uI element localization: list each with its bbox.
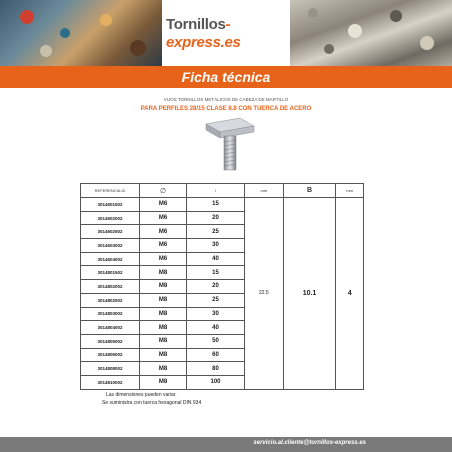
- reference-cell: 3014804002: [81, 321, 140, 335]
- header-banner: [0, 0, 452, 66]
- length-cell: 25: [187, 225, 245, 239]
- length-cell: 30: [187, 239, 245, 253]
- logo-text-domain: -express.es: [166, 16, 241, 51]
- diameter-cell: M8: [140, 334, 187, 348]
- diameter-cell: M8: [140, 266, 187, 280]
- diameter-cell: M8: [140, 348, 187, 362]
- note-nut: Se suministra con tuerca hexagonal DIN 934: [102, 400, 202, 406]
- contact-email-link[interactable]: servicio.al.cliente@tornillos-express.es: [253, 440, 366, 446]
- length-cell: 20: [187, 280, 245, 294]
- product-description: VIJOS TORNILLOS METÁLICOS DE CABEZA DE MARTILLO: [163, 97, 289, 102]
- note-dimensions: Las dimensiones pueden variar.: [106, 392, 177, 398]
- hammer-head-bolt-image: [200, 116, 260, 174]
- col-header-b: B: [283, 184, 336, 198]
- col-header-k: mm: [245, 184, 284, 198]
- brand-logo: [166, 16, 290, 51]
- diameter-cell: M8: [140, 293, 187, 307]
- col-header-ref: REFERENCIA ID: [81, 184, 140, 198]
- col-header-c: mm: [336, 184, 364, 198]
- reference-cell: 3014805002: [81, 334, 140, 348]
- diameter-cell: M6: [140, 211, 187, 225]
- diameter-cell: M8: [140, 362, 187, 376]
- length-cell: 50: [187, 334, 245, 348]
- page-title: Ficha técnica: [181, 69, 271, 85]
- diameter-cell: M6: [140, 225, 187, 239]
- col-header-length: l: [187, 184, 245, 198]
- reference-cell: 3014602502: [81, 225, 140, 239]
- length-cell: 30: [187, 307, 245, 321]
- table-body: [81, 198, 364, 390]
- title-band: [0, 66, 452, 88]
- k-cell: 22.5: [245, 198, 284, 390]
- reference-cell: 3014808002: [81, 362, 140, 376]
- reference-cell: 3014603002: [81, 239, 140, 253]
- length-cell: 15: [187, 266, 245, 280]
- col-header-diameter: ∅: [140, 184, 187, 198]
- diameter-cell: M6: [140, 198, 187, 212]
- length-cell: 80: [187, 362, 245, 376]
- length-cell: 60: [187, 348, 245, 362]
- reference-cell: 3014803002: [81, 307, 140, 321]
- product-subtitle: PARA PERFILES 28/15 CLASE 8.8 CON TUERCA DE ACERO: [140, 106, 312, 112]
- tools-photo: [0, 0, 162, 66]
- reference-cell: 3014801502: [81, 266, 140, 280]
- c-cell: 4: [336, 198, 364, 390]
- reference-cell: 3014602002: [81, 211, 140, 225]
- screws-photo: [290, 0, 452, 66]
- length-cell: 25: [187, 293, 245, 307]
- diameter-cell: M8: [140, 280, 187, 294]
- length-cell: 20: [187, 211, 245, 225]
- reference-cell: 3014810002: [81, 375, 140, 389]
- table-header-row: [81, 184, 364, 198]
- reference-cell: 3014802502: [81, 293, 140, 307]
- diameter-cell: M6: [140, 239, 187, 253]
- b-cell: 10.1: [283, 198, 336, 390]
- diameter-cell: M8: [140, 307, 187, 321]
- diameter-cell: M8: [140, 375, 187, 389]
- reference-cell: 3014604002: [81, 252, 140, 266]
- length-cell: 40: [187, 321, 245, 335]
- diameter-cell: M6: [140, 252, 187, 266]
- length-cell: 15: [187, 198, 245, 212]
- reference-cell: 3014806002: [81, 348, 140, 362]
- reference-cell: 3014802002: [81, 280, 140, 294]
- reference-cell: 3014601502: [81, 198, 140, 212]
- table-row: [81, 198, 364, 212]
- footer-bar: [0, 437, 452, 452]
- logo-text-main: Tornillos: [166, 16, 226, 33]
- length-cell: 100: [187, 375, 245, 389]
- length-cell: 40: [187, 252, 245, 266]
- diameter-cell: M8: [140, 321, 187, 335]
- spec-table: [80, 183, 364, 390]
